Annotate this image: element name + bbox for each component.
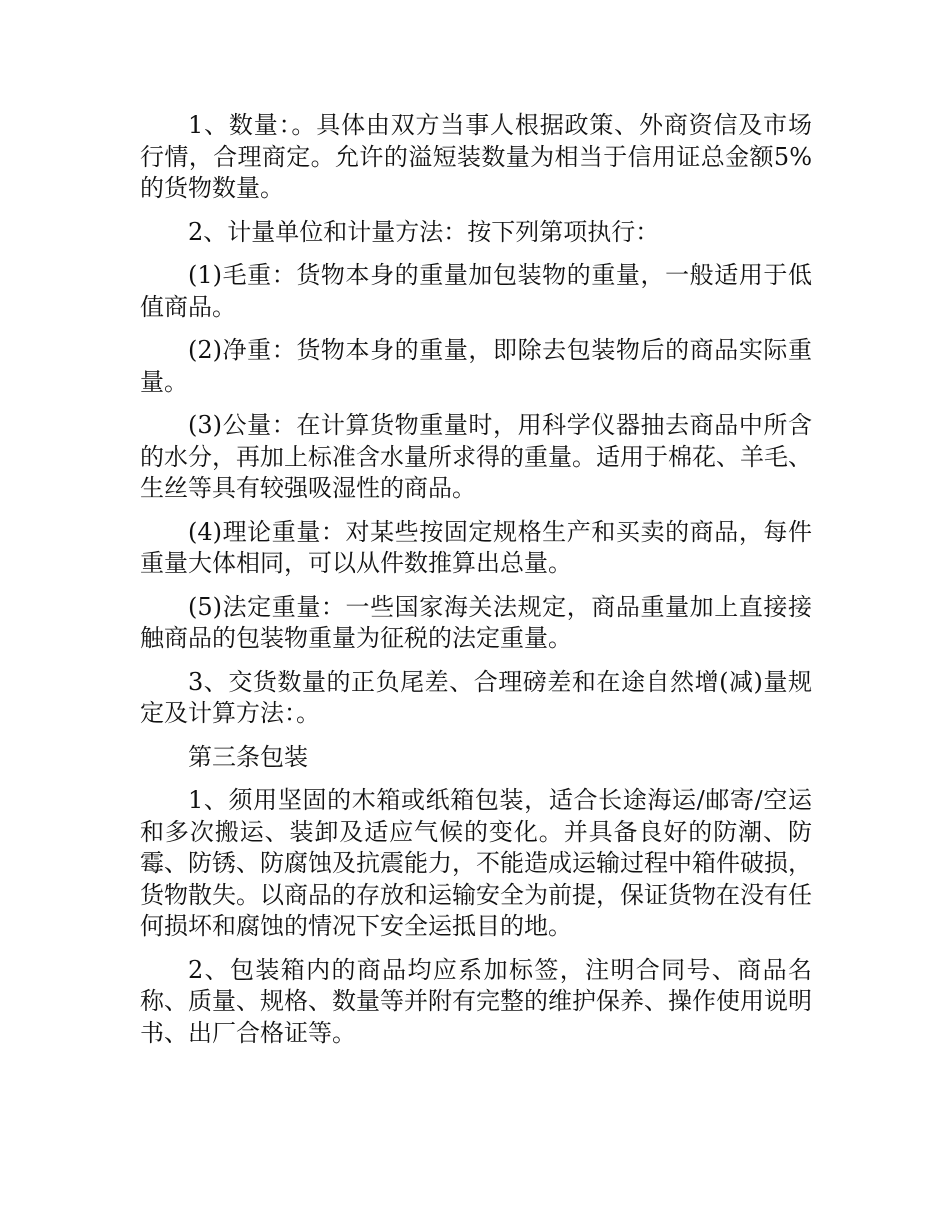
- paragraph-gross-weight: (1)毛重：货物本身的重量加包装物的重量，一般适用于低值商品。: [140, 261, 812, 321]
- paragraph-net-weight: (2)净重：货物本身的重量，即除去包装物后的商品实际重量。: [140, 336, 812, 396]
- paragraph-packaging-labels: 2、包装箱内的商品均应系加标签，注明合同号、商品名称、质量、规格、数量等并附有完整的维护保养、操作使用说明书、出厂合格证等。: [140, 955, 812, 1047]
- paragraph-conditioned-weight: (3)公量：在计算货物重量时，用科学仪器抽去商品中所含的水分，再加上标准含水量所求得的重量。适用于棉花、羊毛、生丝等具有较强吸湿性的商品。: [140, 411, 812, 502]
- paragraph-measurement-method: 2、计量单位和计量方法：按下列第项执行：: [188, 217, 660, 246]
- paragraph-legal-weight: (5)法定重量：一些国家海关法规定，商品重量加上直接接触商品的包装物重量为征税的法定重量。: [140, 592, 812, 652]
- document-body: [140, 110, 812, 1061]
- paragraph-theoretical-weight: (4)理论重量：对某些按固定规格生产和买卖的商品，每件重量大体相同，可以从件数推算出总量。: [140, 517, 812, 577]
- paragraph-delivery-tolerance: 3、交货数量的正负尾差、合理磅差和在途自然增(减)量规定及计算方法：。: [140, 667, 812, 727]
- section-heading-packaging: 第三条包装: [188, 742, 308, 771]
- paragraph-quantity: 1、数量：。具体由双方当事人根据政策、外商资信及市场行情，合理商定。允许的溢短装数量为相当于信用证总金额5%的货物数量。: [140, 111, 812, 202]
- paragraph-packaging-requirements: 1、须用坚固的木箱或纸箱包装，适合长途海运/邮寄/空运和多次搬运、装卸及适应气候的变化。并具备良好的防潮、防霉、防锈、防腐蚀及抗震能力，不能造成运输过程中箱件破损，货物散失。以商品的存放和运输安全为前提，保证货物在没有任何损坏和腐蚀的情况下安全运抵目的地。: [140, 786, 812, 940]
